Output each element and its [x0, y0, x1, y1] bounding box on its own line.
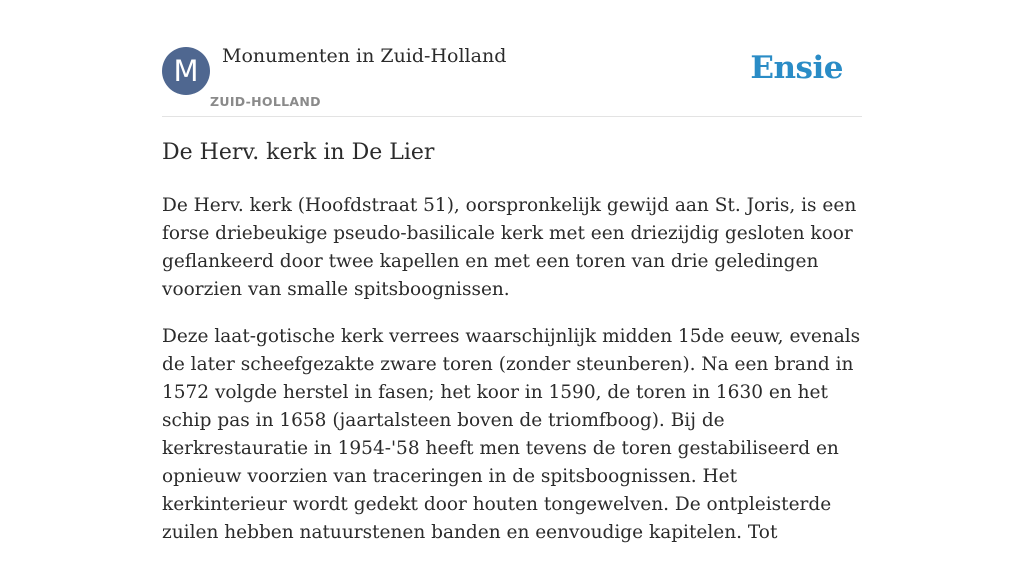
article-page [162, 0, 862, 543]
article-paragraph-1: De Herv. kerk (Hoofdstraat 51), oorspronkelijk gewijd aan St. Joris, is een forse driebeukige pseudo-basilicale kerk met een driezijdig gesloten koor geflankeerd door twee kapellen en met een toren van drie geledingen voorzien van smalle spitsboognissen. [162, 195, 857, 300]
article-title: De Herv. kerk in De Lier [162, 140, 435, 165]
ensie-logo[interactable]: Ensie [750, 50, 843, 86]
article-content [162, 192, 862, 566]
article-paragraph-2: Deze laat-gotische kerk verrees waarschijnlijk midden 15de eeuw, evenals de later scheefgezakte zware toren (zonder steunberen). Na een brand in 1572 volgde herstel in fasen; het koor in 1590, de toren in 1630 en het schip pas in 1658 (jaartalsteen boven de triomfboog). Bij de kerkrestauratie in 1954-'58 heeft men tevens de toren gestabiliseerd en opnieuw voorzien van traceringen in de spitsboognissen. Het kerkinterieur wordt gedekt door houten tongewelven. De ontpleisterde zuilen hebben natuurstenen banden en eenvoudige kapitelen. Tot [162, 326, 861, 543]
source-title-link[interactable]: Monumenten in Zuid-Holland [222, 45, 507, 67]
source-avatar[interactable]: M [162, 47, 210, 95]
source-header [162, 0, 862, 117]
source-category-link[interactable]: ZUID-HOLLAND [210, 94, 321, 109]
